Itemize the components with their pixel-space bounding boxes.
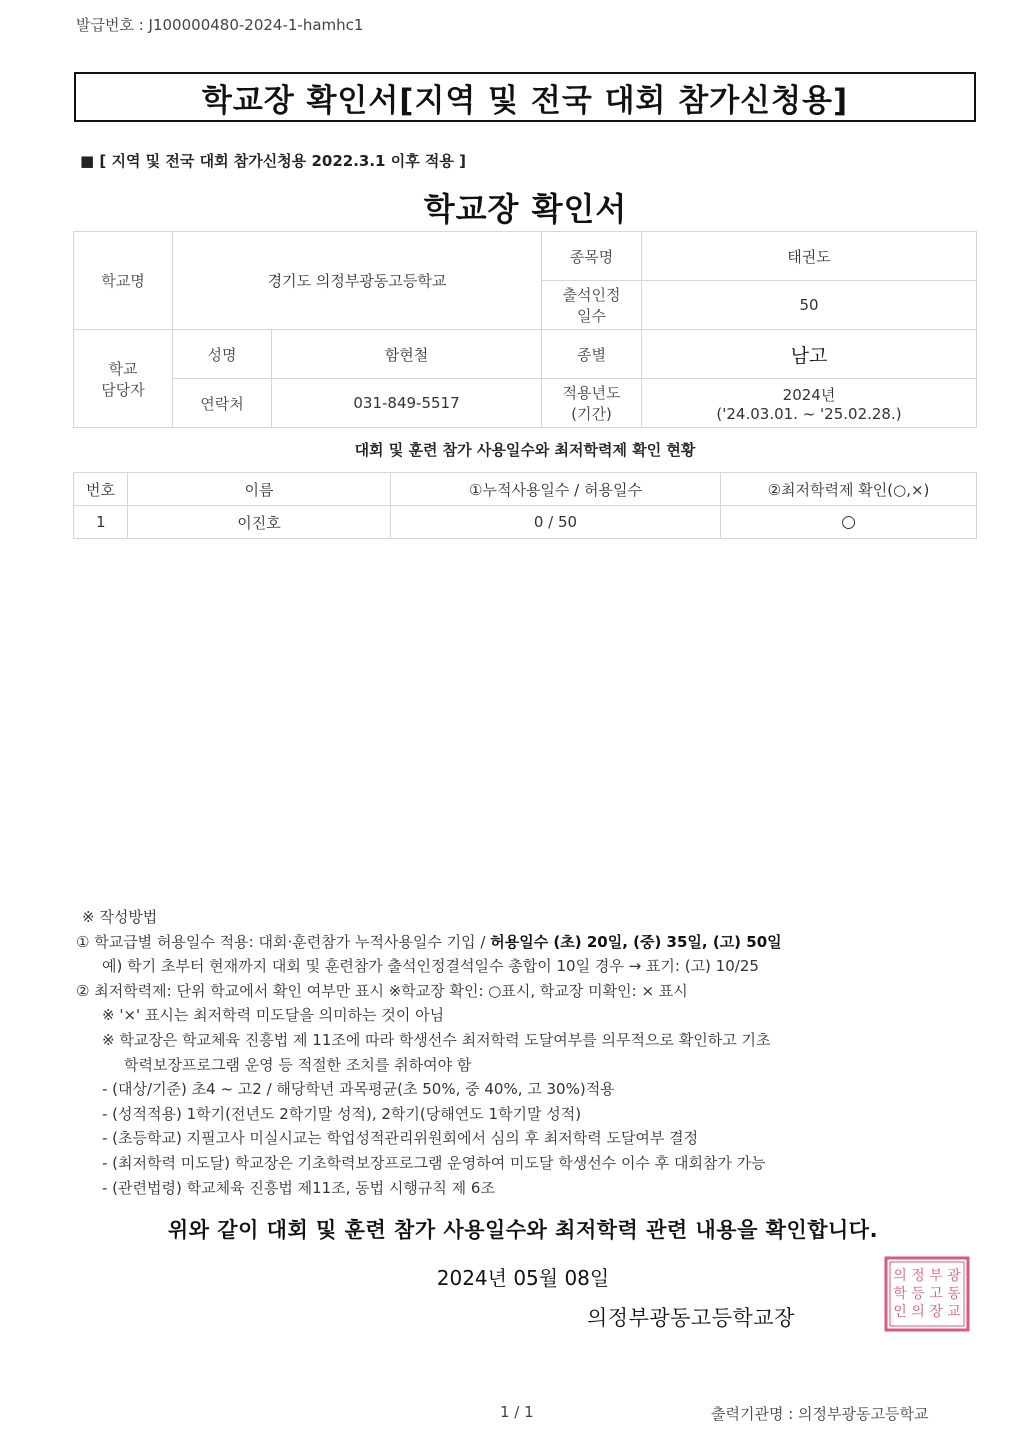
svg-text:인: 인 xyxy=(893,1304,907,1320)
instruction-line: - (초등학교) 지필고사 미실시교는 학업성적관리위원회에서 심의 후 최저학력 도달여부 결정 xyxy=(102,1129,699,1148)
svg-text:의: 의 xyxy=(893,1268,907,1284)
col-header-used-days: ①누적사용일수 / 허용일수 xyxy=(391,473,721,506)
svg-text:부: 부 xyxy=(929,1268,943,1284)
page-number: 1 / 1 xyxy=(500,1403,534,1421)
year-label-line2: (기간) xyxy=(571,405,612,423)
svg-text:동: 동 xyxy=(947,1286,961,1302)
principal-name: 의정부광동고등학교장 xyxy=(587,1306,795,1330)
instruction-text: ① 학교급별 허용일수 적용: 대회·훈련참가 누적사용일수 기입 / xyxy=(76,932,491,951)
year-label xyxy=(542,379,642,428)
event-label: 종목명 xyxy=(542,232,642,281)
year-value-line1: 2024년 xyxy=(782,385,836,404)
event-value: 태권도 xyxy=(642,232,977,281)
instruction-line: - (관련법령) 학교체육 진흥법 제11조, 동법 시행규칙 제 6조 xyxy=(102,1178,495,1197)
row-number: 1 xyxy=(74,506,128,539)
confirmation-statement: 위와 같이 대회 및 훈련 참가 사용일수와 최저학력 관련 내용을 확인합니다. xyxy=(167,1218,879,1242)
attendance-label-line2: 일수 xyxy=(577,307,606,325)
name-value: 함현철 xyxy=(272,330,542,379)
instruction-line: ※ '×' 표시는 최저학력 미도달을 의미하는 것이 아님 xyxy=(102,1006,445,1025)
status-header-row xyxy=(74,473,977,506)
issue-number: 발급번호 : J100000480-2024-1-hamhc1 xyxy=(76,16,364,34)
svg-text:등: 등 xyxy=(911,1286,925,1302)
instruction-line: - (대상/기준) 초4 ~ 고2 / 해당학년 과목평균(초 50%, 중 40%, 고 30%)적용 xyxy=(102,1080,615,1099)
issuing-institution: 출력기관명 : 의정부광동고등학교 xyxy=(711,1405,929,1423)
instruction-line: ※ 학교장은 학교체육 진흥법 제 11조에 따라 학생선수 최저학력 도달여부를 의무적으로 확인하고 기초 xyxy=(102,1030,771,1049)
page-title: 학교장 확인서 xyxy=(423,190,628,228)
instruction-line: ② 최저학력제: 단위 학교에서 확인 여부만 표시 ※학교장 확인: ○표시, 학교장 미확인: × 표시 xyxy=(76,981,688,1000)
year-value-line2: ('24.03.01. ~ '25.02.28.) xyxy=(716,404,902,423)
school-name-label: 학교명 xyxy=(74,232,173,330)
school-info-table xyxy=(73,231,977,428)
year-value xyxy=(642,379,977,428)
official-seal-icon xyxy=(884,1256,970,1332)
instruction-line: 예) 학기 초부터 현재까지 대회 및 훈련참가 출석인정결석일수 총합이 10일 경우 → 표기: (고) 10/25 xyxy=(102,957,759,976)
status-section-title: 대회 및 훈련 참가 사용일수와 최저학력제 확인 현황 xyxy=(354,441,696,459)
allowed-days-text: 허용일수 (초) 20일, (중) 35일, (고) 50일 xyxy=(490,932,782,951)
table-row xyxy=(74,506,977,539)
svg-text:정: 정 xyxy=(911,1268,925,1284)
col-header-name: 이름 xyxy=(128,473,391,506)
year-label-line1: 적용년도 xyxy=(562,384,621,402)
type-label: 종별 xyxy=(542,330,642,379)
manager-label-line2: 담당자 xyxy=(101,380,145,399)
instruction-line: 학력보장프로그램 운영 등 적절한 조치를 취하여야 함 xyxy=(124,1055,472,1074)
document-header-title: 학교장 확인서[지역 및 전국 대회 참가신청용] xyxy=(74,72,976,122)
manager-label xyxy=(74,330,173,428)
instruction-line xyxy=(76,930,976,955)
contact-value: 031-849-5517 xyxy=(272,379,542,428)
attendance-value: 50 xyxy=(642,281,977,330)
manager-label-line1: 학교 xyxy=(108,359,138,378)
col-header-number: 번호 xyxy=(74,473,128,506)
name-label: 성명 xyxy=(173,330,272,379)
row-used-days: 0 / 50 xyxy=(391,506,721,539)
issue-date: 2024년 05월 08일 xyxy=(436,1266,610,1290)
svg-text:광: 광 xyxy=(947,1268,961,1284)
instruction-line: - (성적적용) 1학기(전년도 2학기말 성적), 2학기(당해연도 1학기말 성적) xyxy=(102,1104,582,1123)
svg-text:학: 학 xyxy=(893,1286,907,1302)
attendance-label-line1: 출석인정 xyxy=(562,286,621,304)
svg-text:교: 교 xyxy=(947,1304,961,1320)
status-table xyxy=(73,472,977,539)
school-name-value: 경기도 의정부광동고등학교 xyxy=(173,232,542,330)
svg-text:고: 고 xyxy=(929,1286,943,1302)
writing-instructions xyxy=(76,905,976,1200)
svg-text:장: 장 xyxy=(929,1304,943,1320)
contact-label: 연락처 xyxy=(173,379,272,428)
instruction-line: - (최저학력 미도달) 학교장은 기초학력보장프로그램 운영하여 미도달 학생선수 이수 후 대회참가 가능 xyxy=(102,1153,766,1172)
row-min-academic: ○ xyxy=(721,506,977,539)
col-header-min-academic: ②최저학력제 확인(○,×) xyxy=(721,473,977,506)
row-name: 이진호 xyxy=(128,506,391,539)
attendance-label xyxy=(542,281,642,330)
svg-text:의: 의 xyxy=(911,1304,925,1320)
instructions-title: ※ 작성방법 xyxy=(82,908,158,926)
type-value: 남고 xyxy=(642,330,977,379)
form-subheading: ■ [ 지역 및 전국 대회 참가신청용 2022.3.1 이후 적용 ] xyxy=(80,152,466,170)
